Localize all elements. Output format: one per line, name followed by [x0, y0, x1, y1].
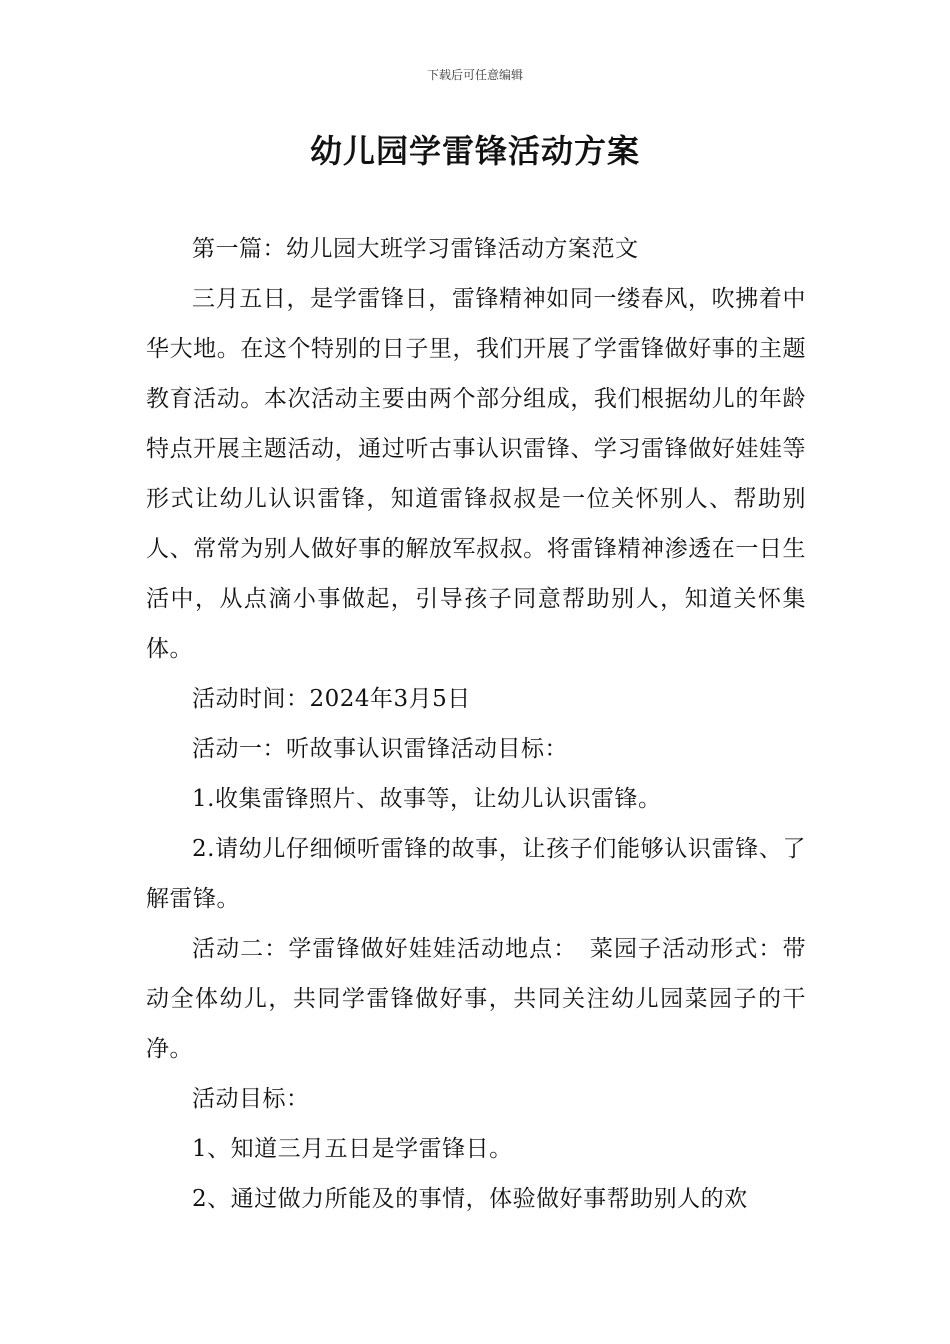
- activity-goals-heading: 活动目标：: [192, 1086, 310, 1112]
- activity-one-goal-1: 1.收集雷锋照片、故事等，让幼儿认识雷锋。: [192, 786, 662, 812]
- activity-two-heading: 活动二：学雷锋做好娃娃活动地点： 菜园子活动形式：带动全体幼儿，共同学雷锋做好事，共同关注幼儿园菜园子的干净。: [146, 936, 806, 1062]
- activity-one-heading: 活动一：听故事认识雷锋活动目标：: [192, 736, 568, 762]
- activity-time: 活动时间：2024年3月5日: [192, 686, 471, 712]
- document-title: 幼儿园学雷锋活动方案: [309, 132, 640, 170]
- document-body: [146, 224, 806, 1224]
- activity-goal-item-1: 1、知道三月五日是学雷锋日。: [192, 1136, 513, 1162]
- activity-one-goal-2: 2.请幼儿仔细倾听雷锋的故事，让孩子们能够认识雷锋、了解雷锋。: [146, 836, 806, 912]
- page-header-note: 下载后可任意编辑: [426, 68, 523, 82]
- section-heading: 第一篇：幼儿园大班学习雷锋活动方案范文: [192, 236, 639, 262]
- intro-paragraph: 三月五日，是学雷锋日，雷锋精神如同一缕春风，吹拂着中华大地。在这个特别的日子里，我们开展了学雷锋做好事的主题教育活动。本次活动主要由两个部分组成，我们根据幼儿的年龄特点开展主题活动，通过听古事认识雷锋、学习雷锋做好娃娃等形式让幼儿认识雷锋，知道雷锋叔叔是一位关怀别人、帮助别人、常常为别人做好事的解放军叔叔。将雷锋精神渗透在一日生活中，从点滴小事做起，引导孩子同意帮助别人，知道关怀集体。: [146, 286, 806, 662]
- activity-goal-item-2: 2、通过做力所能及的事情，体验做好事帮助别人的欢: [192, 1186, 748, 1212]
